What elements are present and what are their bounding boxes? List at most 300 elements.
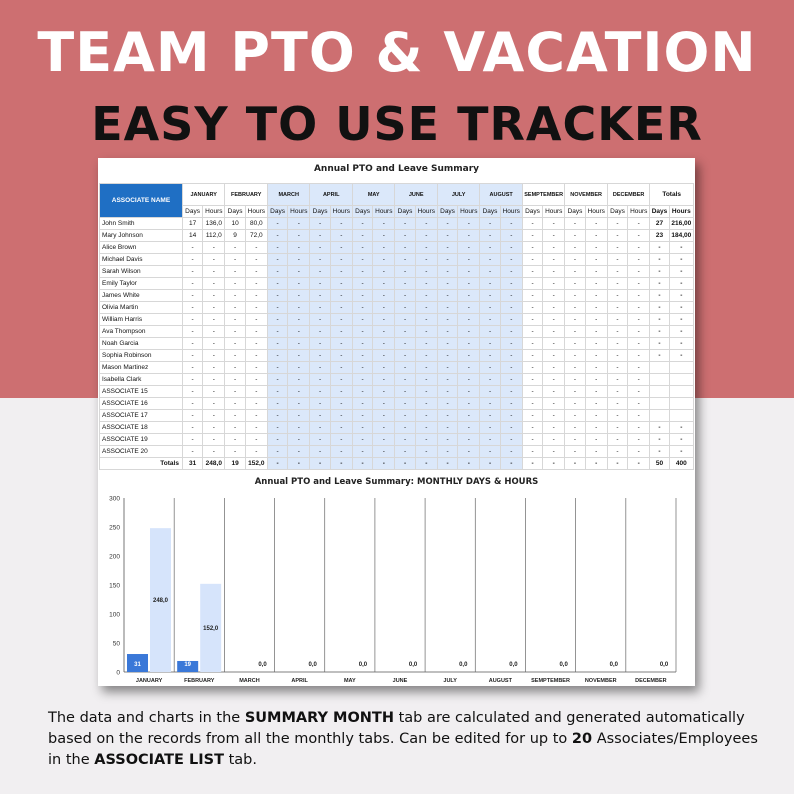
month-value-cell: - (458, 290, 480, 302)
month-value-cell: - (500, 410, 522, 422)
month-value-cell: - (565, 398, 585, 410)
month-value-cell: - (352, 434, 372, 446)
y-tick-label: 100 (109, 611, 120, 619)
totals-value-cell: - (607, 458, 627, 470)
month-value-cell: - (522, 434, 542, 446)
month-value-cell: - (225, 434, 245, 446)
associate-name-cell: ASSOCIATE 16 (100, 398, 183, 410)
month-value-cell: - (437, 326, 457, 338)
days-subheader: Days (565, 206, 585, 218)
month-value-cell: - (310, 242, 330, 254)
days-subheader: Days (182, 206, 202, 218)
total-days-cell (650, 386, 669, 398)
month-value-cell: - (182, 290, 202, 302)
hours-subheader: Hours (245, 206, 267, 218)
totals-value-cell: 31 (182, 458, 202, 470)
month-value-cell: - (267, 242, 287, 254)
hours-bar-label: 0,0 (358, 662, 368, 668)
table-row (100, 422, 694, 434)
month-value-cell: - (415, 326, 437, 338)
x-category-label: FEBRUARY (184, 678, 215, 684)
month-value-cell: - (373, 254, 395, 266)
month-value-cell: - (458, 278, 480, 290)
month-value-cell: - (500, 266, 522, 278)
month-value-cell: - (543, 218, 565, 230)
month-value-cell: - (267, 278, 287, 290)
totals-value-cell: 19 (225, 458, 245, 470)
days-subheader: Days (607, 206, 627, 218)
month-value-cell: - (585, 326, 607, 338)
month-value-cell: - (245, 278, 267, 290)
month-value-cell: - (395, 302, 415, 314)
month-value-cell: - (352, 242, 372, 254)
month-value-cell: - (585, 338, 607, 350)
month-value-cell: - (225, 242, 245, 254)
month-value-cell: - (288, 398, 310, 410)
total-days-cell: - (650, 314, 669, 326)
month-value-cell: - (182, 374, 202, 386)
month-value-cell: - (245, 326, 267, 338)
month-value-cell: - (543, 278, 565, 290)
hours-subheader: Hours (585, 206, 607, 218)
month-value-cell: - (543, 230, 565, 242)
month-header-row (100, 184, 694, 206)
days-subheader: Days (650, 206, 669, 218)
month-value-cell: - (565, 242, 585, 254)
month-value-cell: - (310, 218, 330, 230)
month-value-cell: - (415, 230, 437, 242)
month-value-cell: - (522, 314, 542, 326)
month-value-cell: - (310, 398, 330, 410)
footer-bold-summary-month: SUMMARY MONTH (244, 710, 394, 726)
associate-name-cell: Emily Taylor (100, 278, 183, 290)
month-value-cell: - (182, 446, 202, 458)
month-value-cell: - (437, 422, 457, 434)
month-value-cell: - (500, 302, 522, 314)
month-value-cell: - (437, 314, 457, 326)
month-value-cell: - (565, 350, 585, 362)
month-value-cell: - (267, 302, 287, 314)
month-value-cell: - (203, 434, 225, 446)
month-value-cell: - (565, 302, 585, 314)
month-value-cell: - (628, 350, 650, 362)
month-value-cell: - (415, 242, 437, 254)
hours-bar-label: 0,0 (408, 662, 418, 668)
month-value-cell: - (310, 350, 330, 362)
month-value-cell: - (352, 362, 372, 374)
month-value-cell: - (182, 266, 202, 278)
month-value-cell: - (225, 410, 245, 422)
chart-title: Annual PTO and Leave Summary: MONTHLY DAYS & HOURS (254, 477, 539, 487)
month-value-cell: - (458, 326, 480, 338)
total-days-cell: - (650, 446, 669, 458)
month-value-cell: - (267, 410, 287, 422)
table-row (100, 386, 694, 398)
totals-label: Totals (100, 458, 183, 470)
month-value-cell: - (288, 338, 310, 350)
month-value-cell: - (628, 242, 650, 254)
month-value-cell: - (267, 386, 287, 398)
month-value-cell: - (203, 338, 225, 350)
total-days-cell: - (650, 338, 669, 350)
hours-bar-label: 0,0 (509, 662, 518, 668)
days-subheader: Days (480, 206, 500, 218)
month-value-cell: - (203, 326, 225, 338)
totals-value-cell: 152,0 (245, 458, 267, 470)
associate-name-cell: Olivia Martin (100, 302, 183, 314)
month-value-cell: - (415, 386, 437, 398)
month-value-cell: - (310, 386, 330, 398)
associate-name-cell: Noah Garcia (100, 338, 183, 350)
month-header: APRIL (310, 184, 352, 206)
month-value-cell: - (352, 350, 372, 362)
month-value-cell: - (182, 242, 202, 254)
month-value-cell: - (310, 374, 330, 386)
table-row (100, 218, 694, 230)
month-value-cell: - (395, 446, 415, 458)
month-value-cell: - (543, 254, 565, 266)
table-row (100, 374, 694, 386)
month-value-cell: - (437, 290, 457, 302)
month-value-cell: - (522, 446, 542, 458)
total-hours-cell (669, 374, 693, 386)
month-value-cell: - (310, 338, 330, 350)
totals-value-cell: - (458, 458, 480, 470)
month-value-cell: - (373, 374, 395, 386)
x-category-label: MAY (343, 678, 356, 684)
month-value-cell: - (373, 278, 395, 290)
month-value-cell: - (543, 386, 565, 398)
associate-name-cell: Michael Davis (100, 254, 183, 266)
total-hours-cell: - (669, 314, 693, 326)
month-value-cell: - (628, 410, 650, 422)
hours-subheader: Hours (458, 206, 480, 218)
month-value-cell: - (203, 422, 225, 434)
month-value-cell: 9 (225, 230, 245, 242)
month-value-cell: - (480, 422, 500, 434)
month-value-cell: - (458, 338, 480, 350)
table-row (100, 266, 694, 278)
table-row (100, 290, 694, 302)
month-value-cell: - (458, 230, 480, 242)
month-value-cell: - (585, 362, 607, 374)
total-hours-cell (669, 362, 693, 374)
month-value-cell: - (225, 446, 245, 458)
month-value-cell: - (288, 326, 310, 338)
month-value-cell: - (267, 350, 287, 362)
month-header: NOVEMBER (565, 184, 607, 206)
month-value-cell: - (437, 410, 457, 422)
table-row (100, 326, 694, 338)
month-value-cell: - (628, 326, 650, 338)
month-value-cell: - (607, 422, 627, 434)
month-value-cell: - (585, 446, 607, 458)
month-value-cell: - (585, 230, 607, 242)
month-value-cell: - (288, 266, 310, 278)
month-value-cell: - (522, 374, 542, 386)
month-value-cell: - (330, 230, 352, 242)
total-hours-cell (669, 398, 693, 410)
associate-name-cell: Ava Thompson (100, 326, 183, 338)
month-value-cell: - (480, 278, 500, 290)
totals-value-cell: - (373, 458, 395, 470)
month-value-cell: - (500, 230, 522, 242)
month-value-cell: - (607, 446, 627, 458)
month-value-cell: - (458, 386, 480, 398)
totals-value-cell: - (310, 458, 330, 470)
month-value-cell: - (225, 422, 245, 434)
month-value-cell: - (330, 410, 352, 422)
x-category-label: JANUARY (135, 678, 163, 684)
month-value-cell: - (203, 266, 225, 278)
month-value-cell: - (373, 302, 395, 314)
total-hours-cell (669, 410, 693, 422)
month-value-cell: - (203, 446, 225, 458)
associate-name-cell: ASSOCIATE 18 (100, 422, 183, 434)
month-value-cell: - (565, 230, 585, 242)
month-value-cell: 14 (182, 230, 202, 242)
month-value-cell: - (522, 302, 542, 314)
month-value-cell: - (267, 218, 287, 230)
x-category-label: APRIL (291, 678, 308, 684)
month-value-cell: - (437, 398, 457, 410)
month-value-cell: - (607, 386, 627, 398)
month-value-cell: - (565, 374, 585, 386)
month-value-cell: - (395, 314, 415, 326)
month-value-cell: - (203, 242, 225, 254)
totals-value-cell: - (565, 458, 585, 470)
hours-bar-label: 0,0 (609, 662, 618, 668)
month-value-cell: - (225, 338, 245, 350)
month-value-cell: - (565, 254, 585, 266)
x-category-label: JULY (443, 678, 457, 684)
month-value-cell: - (373, 338, 395, 350)
month-value-cell: - (330, 290, 352, 302)
month-value-cell: - (415, 314, 437, 326)
associate-name-cell: William Harris (100, 314, 183, 326)
month-value-cell: - (480, 290, 500, 302)
totals-value-cell: - (522, 458, 542, 470)
hours-bar-label: 0,0 (559, 662, 568, 668)
y-tick-label: 250 (109, 524, 120, 532)
month-value-cell: - (628, 374, 650, 386)
month-value-cell: - (500, 242, 522, 254)
month-value-cell: - (182, 278, 202, 290)
month-value-cell: - (310, 254, 330, 266)
month-value-cell: - (415, 398, 437, 410)
month-value-cell: - (267, 434, 287, 446)
month-value-cell: - (458, 302, 480, 314)
month-value-cell: - (565, 422, 585, 434)
month-value-cell: - (415, 290, 437, 302)
month-value-cell: - (415, 302, 437, 314)
month-value-cell: - (437, 362, 457, 374)
total-days-cell: - (650, 278, 669, 290)
month-value-cell: - (628, 434, 650, 446)
month-value-cell: - (458, 350, 480, 362)
associate-name-cell: Isabella Clark (100, 374, 183, 386)
month-value-cell: - (395, 386, 415, 398)
x-category-label: JUNE (392, 678, 408, 684)
y-tick-label: 0 (116, 669, 120, 677)
month-value-cell: - (245, 350, 267, 362)
month-value-cell: - (480, 266, 500, 278)
month-value-cell: - (330, 242, 352, 254)
month-value-cell: - (500, 434, 522, 446)
month-value-cell: - (522, 230, 542, 242)
month-value-cell: - (565, 290, 585, 302)
footer-text-2: tab are calculated and generated automatically based on the records from all the monthly tabs. Can be edited for up to (48, 710, 745, 747)
month-value-cell: - (267, 338, 287, 350)
month-value-cell: - (458, 266, 480, 278)
month-value-cell: - (458, 254, 480, 266)
month-value-cell: - (225, 326, 245, 338)
month-value-cell: - (458, 314, 480, 326)
month-value-cell: - (373, 350, 395, 362)
month-value-cell: - (330, 446, 352, 458)
month-value-cell: - (458, 446, 480, 458)
month-value-cell: - (245, 386, 267, 398)
month-value-cell: - (352, 410, 372, 422)
month-value-cell: - (267, 254, 287, 266)
month-header: SEMPTEMBER (522, 184, 564, 206)
month-value-cell: - (437, 350, 457, 362)
table-row (100, 302, 694, 314)
month-value-cell: - (182, 410, 202, 422)
total-days-cell (650, 374, 669, 386)
month-value-cell: - (543, 314, 565, 326)
month-value-cell: - (522, 242, 542, 254)
month-header: JULY (437, 184, 479, 206)
month-value-cell: - (543, 374, 565, 386)
month-value-cell: - (330, 398, 352, 410)
month-value-cell: - (310, 362, 330, 374)
month-value-cell: - (203, 362, 225, 374)
month-value-cell: - (330, 338, 352, 350)
month-value-cell: - (415, 422, 437, 434)
hours-subheader: Hours (415, 206, 437, 218)
month-value-cell: - (395, 278, 415, 290)
month-value-cell: - (330, 314, 352, 326)
month-header: MARCH (267, 184, 310, 206)
associate-name-cell: ASSOCIATE 19 (100, 434, 183, 446)
month-value-cell: - (373, 398, 395, 410)
month-value-cell: 80,0 (245, 218, 267, 230)
total-hours-cell: - (669, 266, 693, 278)
totals-value-cell: - (395, 458, 415, 470)
associate-name-cell: Sarah Wilson (100, 266, 183, 278)
month-value-cell: - (500, 386, 522, 398)
month-value-cell: - (245, 302, 267, 314)
month-value-cell: - (352, 422, 372, 434)
total-hours-cell: - (669, 422, 693, 434)
table-row (100, 350, 694, 362)
month-value-cell: - (437, 218, 457, 230)
month-value-cell: - (352, 374, 372, 386)
total-days-cell: - (650, 350, 669, 362)
month-value-cell: - (500, 398, 522, 410)
month-value-cell: - (225, 386, 245, 398)
hours-subheader: Hours (543, 206, 565, 218)
totals-value-cell: - (437, 458, 457, 470)
total-hours-cell: 184,00 (669, 230, 693, 242)
month-value-cell: - (352, 266, 372, 278)
month-value-cell: - (373, 446, 395, 458)
month-value-cell: - (373, 218, 395, 230)
month-value-cell: - (245, 314, 267, 326)
month-value-cell: - (480, 254, 500, 266)
month-value-cell: - (288, 218, 310, 230)
month-value-cell: - (458, 410, 480, 422)
month-value-cell: - (352, 290, 372, 302)
month-value-cell: - (522, 326, 542, 338)
month-value-cell: - (415, 374, 437, 386)
y-tick-label: 50 (112, 640, 120, 648)
table-row (100, 434, 694, 446)
month-value-cell: - (373, 266, 395, 278)
totals-value-cell: - (267, 458, 287, 470)
month-value-cell: - (288, 410, 310, 422)
month-value-cell: - (415, 446, 437, 458)
month-value-cell: - (267, 290, 287, 302)
month-value-cell: - (288, 254, 310, 266)
total-hours-cell: - (669, 242, 693, 254)
month-value-cell: 10 (225, 218, 245, 230)
month-value-cell: - (522, 290, 542, 302)
month-value-cell: - (565, 362, 585, 374)
total-hours-cell (669, 386, 693, 398)
hours-bar-label: 0,0 (659, 662, 669, 668)
month-value-cell: - (543, 422, 565, 434)
month-value-cell: 17 (182, 218, 202, 230)
x-category-label: SEMPTEMBER (531, 678, 570, 684)
month-value-cell: - (310, 446, 330, 458)
month-value-cell: - (628, 254, 650, 266)
month-value-cell: - (437, 254, 457, 266)
month-value-cell: - (288, 362, 310, 374)
month-value-cell: - (373, 290, 395, 302)
footer-bold-associate-list: ASSOCIATE LIST (94, 752, 224, 768)
month-value-cell: - (480, 434, 500, 446)
month-value-cell: - (500, 218, 522, 230)
month-value-cell: - (500, 362, 522, 374)
month-value-cell: - (352, 278, 372, 290)
table-row (100, 254, 694, 266)
month-value-cell: - (607, 410, 627, 422)
month-value-cell: - (543, 302, 565, 314)
month-value-cell: - (565, 314, 585, 326)
month-value-cell: - (565, 278, 585, 290)
month-value-cell: - (395, 374, 415, 386)
month-value-cell: - (607, 434, 627, 446)
total-days-cell: 27 (650, 218, 669, 230)
month-value-cell: - (543, 362, 565, 374)
month-value-cell: - (225, 398, 245, 410)
days-subheader: Days (267, 206, 287, 218)
month-value-cell: - (288, 230, 310, 242)
month-value-cell: - (607, 314, 627, 326)
month-value-cell: - (203, 314, 225, 326)
days-subheader: Days (395, 206, 415, 218)
month-value-cell: - (182, 338, 202, 350)
month-value-cell: - (543, 326, 565, 338)
totals-value-cell: - (543, 458, 565, 470)
month-value-cell: - (352, 446, 372, 458)
month-value-cell: - (480, 362, 500, 374)
total-days-cell (650, 398, 669, 410)
month-value-cell: - (225, 314, 245, 326)
totals-value-cell: - (330, 458, 352, 470)
